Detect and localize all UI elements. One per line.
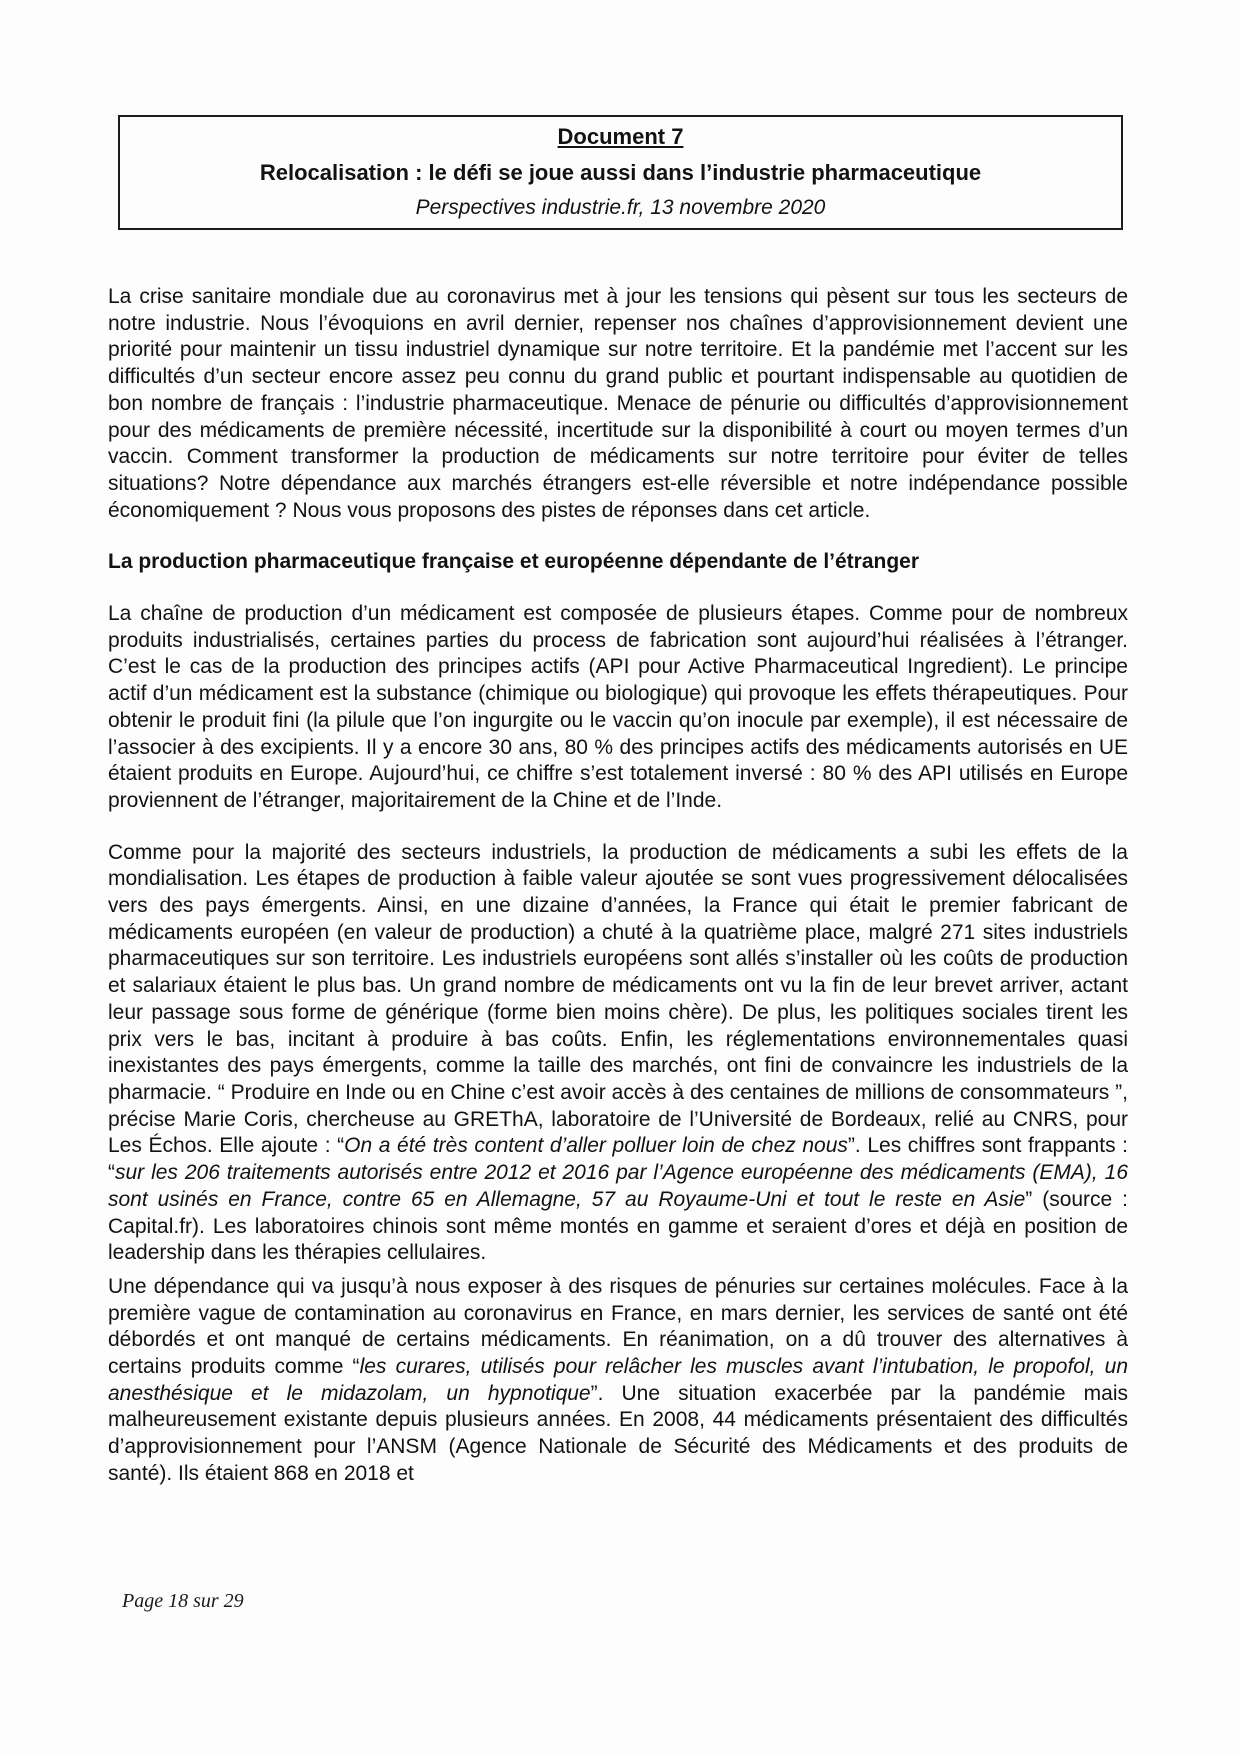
paragraph-production-chain — [108, 601, 1128, 815]
page-number: Page 18 sur 29 — [122, 1590, 244, 1612]
quote-polluer: On a été très content d’aller polluer loin de chez nous — [344, 1134, 848, 1158]
document-number-label: Document 7 — [557, 124, 684, 149]
document-title: Relocalisation : le défi se joue aussi dans l’industrie pharmaceutique — [259, 160, 982, 185]
document-body — [108, 284, 1128, 1513]
document-header-box — [118, 115, 1123, 230]
paragraph-globalisation-text-3: ” (source : Capital.fr). Les laboratoires chinois sont même montés en gamme et seraient d’ores et déjà en position de leadership dans les thérapies cellulaires. — [108, 1187, 1128, 1265]
paragraph-penuries-text-2: ”. Une situation exacerbée par la pandémie mais malheureusement existante depuis plusieurs années. En 2008, 44 médicaments présentaient des difficultés d’approvisionnement pour l’ANSM (Agence Nationale de Sécurité des Médicaments et des produits de santé). Ils étaient 868 en 2018 et — [108, 1381, 1129, 1485]
paragraph-intro-text: La crise sanitaire mondiale due au coronavirus met à jour les tensions qui pèsent sur tous les secteurs de notre industrie. Nous l’évoquions en avril dernier, repenser nos chaînes d’approvisionnement devient une priorité pour maintenir un tissu industriel dynamique sur notre territoire. Et la pandémie met l’accent sur les difficultés d’un secteur encore assez peu connu du grand public et pourtant indispensable au quotidien de bon nombre de français : l’industrie pharmaceutique. Menace de pénurie ou difficultés d’approvisionnement pour des médicaments de première nécessité, incertitude sur la disponibilité à court ou moyen termes d’un vaccin. Comment transformer la production de médicaments sur notre territoire pour éviter de telles situations? Notre dépendance aux marchés étrangers est-elle réversible et notre indépendance possible économiquement ? Nous vous proposons des pistes de réponses dans cet article. — [108, 285, 1128, 522]
paragraph-globalisation-text-2: ”. Les chiffres sont frappants : “ — [108, 1134, 1128, 1185]
document-source-line: Perspectives industrie.fr, 13 novembre 2020 — [415, 196, 826, 219]
paragraph-penuries — [108, 1274, 1128, 1488]
quote-traitements: sur les 206 traitements autorisés entre 2012 et 2016 par l’Agence européenne des médicaments (EMA), 16 sont usinés en France, contre 65 en Allemagne, 57 au Royaume-Uni et tout le reste en Asie — [108, 1161, 1128, 1211]
paragraph-globalisation-text: Comme pour la majorité des secteurs industriels, la production de médicaments a subi les effets de la mondialisation. Les étapes de production à faible valeur ajoutée se sont vues progressivement délocalisées vers des pays émergents. Ainsi, en une dizaine d’années, la France qui était le premier fabricant de médicaments européen (en valeur de production) a chuté à la quatrième place, malgré 271 sites industriels pharmaceutiques sur son territoire. Les industriels européens sont allés s’installer où les coûts de production et salariaux étaient le plus bas. Un grand nombre de médicaments ont vu la fin de leur brevet arriver, actant leur passage sous forme de générique (forme bien moins chère). De plus, les politiques sociales tirent les prix vers le bas, incitant à produire à bas coûts. Enfin, les réglementations environnementales quasi inexistantes des pays émergents, comme la taille des marchés, ont fini de convaincre les industriels de la pharmacie. “ Produire en Inde ou en Chine c’est avoir accès à des centaines de millions de consommateurs ”, précise Marie Coris, chercheuse au GREThA, laboratoire de l’Université de Bordeaux, relié au CNRS, pour Les Échos. Elle ajoute : “ — [108, 840, 1128, 1158]
paragraph-penuries-text: Une dépendance qui va jusqu’à nous exposer à des risques de pénuries sur certaines molécules. Face à la première vague de contamination au coronavirus en France, en mars dernier, les services de santé ont été débordés et ont manqué de certains médicaments. En réanimation, on a dû trouver des alternatives à certains produits comme “ — [108, 1274, 1128, 1379]
quote-curares: les curares, utilisés pour relâcher les muscles avant l’intubation, le propofol, un anesthésique et le midazolam, un hypnotique — [108, 1355, 1128, 1405]
paragraph-production-chain-text: La chaîne de production d’un médicament est composée de plusieurs étapes. Comme pour de nombreux produits industrialisés, certaines parties du process de fabrication sont aujourd’hui réalisées à l’étranger. C’est le cas de la production des principes actifs (API pour Active Pharmaceutical Ingredient). Le principe actif d’un médicament est la substance (chimique ou biologique) qui provoque les effets thérapeutiques. Pour obtenir le produit fini (la pilule que l’on ingurgite ou le vaccin qu’on inocule par exemple), il est nécessaire de l’associer à des excipients. Il y a encore 30 ans, 80 % des principes actifs des médicaments autorisés en UE étaient produits en Europe. Aujourd’hui, ce chiffre s’est totalement inversé : 80 % des API utilisés en Europe proviennent de l’étranger, majoritairement de la Chine et de l’Inde. — [108, 602, 1128, 812]
paragraph-intro — [108, 284, 1128, 524]
section-heading: La production pharmaceutique française et européenne dépendante de l’étranger — [108, 550, 920, 574]
paragraph-globalisation — [108, 840, 1128, 1267]
